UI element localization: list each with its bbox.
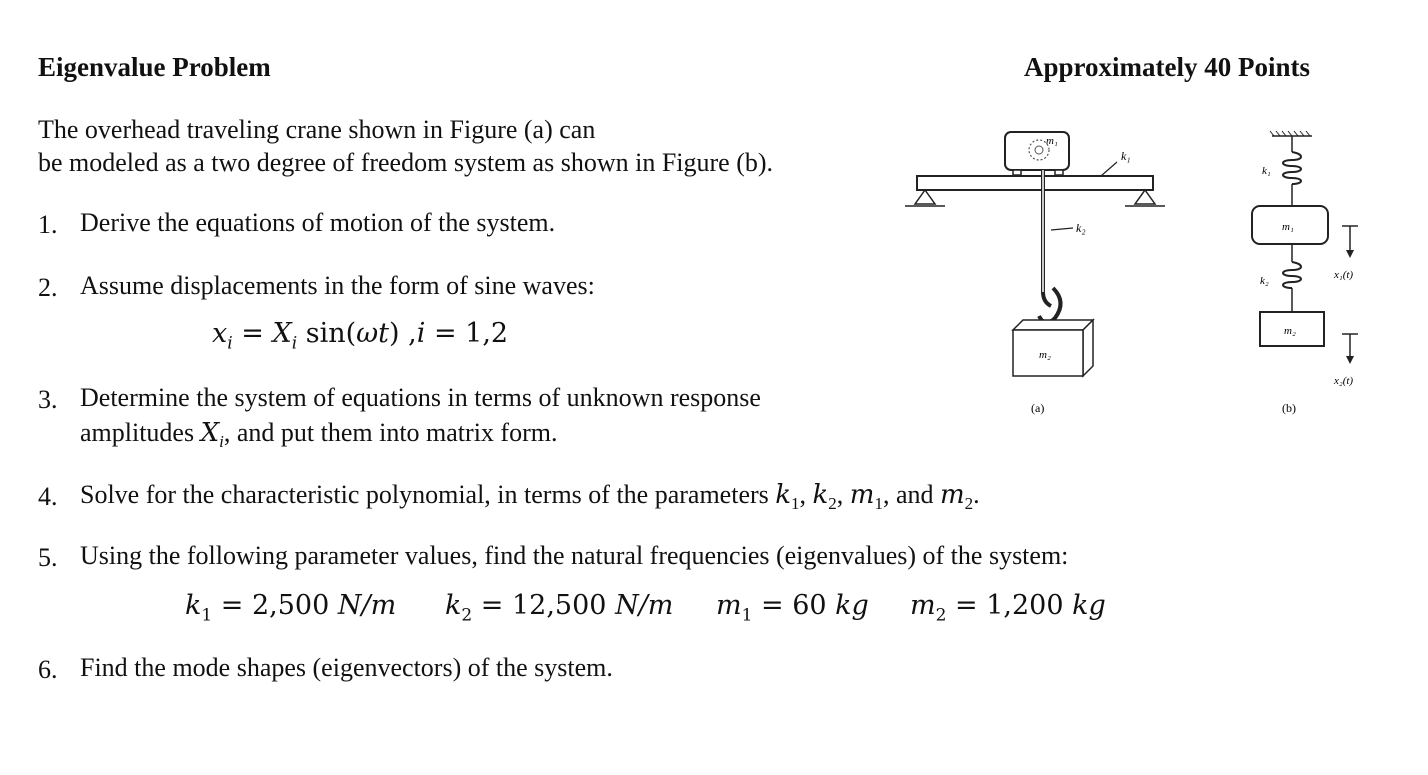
item-3-line-1: Determine the system of equations in terms of unknown response: [80, 383, 761, 412]
x2-label: x₂(t): [1334, 375, 1354, 387]
eq-X: X: [272, 318, 292, 349]
figure-b-caption: (b): [1282, 401, 1296, 415]
item-4-sep2: ,: [836, 480, 850, 509]
trolley-box: [1005, 132, 1069, 170]
item-6-number: 6.: [38, 655, 58, 684]
sine-equation: [212, 318, 508, 353]
eq-equals: =: [232, 318, 273, 349]
load-m2-label: m₂: [1039, 349, 1051, 361]
item-3-post: , and put them into matrix form.: [223, 418, 558, 447]
param-k1-sym: k: [185, 590, 202, 621]
points-label: Approximately 40 Points: [1024, 52, 1311, 82]
param-m2: [910, 590, 1106, 625]
param-m1-unit: kg: [835, 590, 869, 621]
param-k1-val: = 2,500: [212, 590, 338, 621]
param-k2-unit: N/m: [615, 590, 674, 621]
k2-pointer-a: [1051, 228, 1073, 230]
param-m2-unit: kg: [1072, 590, 1106, 621]
trolley-m1-label: m₁: [1046, 135, 1058, 147]
intro-line-1: The overhead traveling crane shown in Figure (a) can: [38, 115, 596, 144]
eq-index: i: [416, 318, 426, 349]
param-m2-val: = 1,200: [946, 590, 1073, 621]
eq-sin: sin(: [297, 318, 357, 349]
param-k1: [185, 590, 396, 625]
param-m1-sym: m: [716, 590, 742, 621]
item-2-number: 2.: [38, 273, 58, 302]
item-5-number: 5.: [38, 543, 58, 572]
item-1-text: Derive the equations of motion of the system.: [80, 208, 556, 237]
item-3-number: 3.: [38, 385, 58, 414]
param-m2-sub: 2: [935, 605, 947, 626]
param-m1-val: = 60: [752, 590, 836, 621]
param-m1: [716, 590, 869, 625]
mass-1-label: m₁: [1282, 221, 1294, 233]
item-4-and: , and: [882, 480, 940, 509]
item-5-text: Using the following parameter values, find the natural frequencies (eigenvalues) of the system:: [80, 541, 1069, 570]
load-top: [1013, 320, 1093, 330]
mass-2-label: m₂: [1284, 325, 1296, 337]
item-4-m1-sub: 1: [874, 494, 883, 514]
eq-x-sub: i: [227, 333, 233, 354]
item-3-line-2: [80, 416, 557, 459]
trolley-wheel-left: [1013, 170, 1021, 175]
crane-beam: [917, 176, 1153, 190]
trolley-wheel-right: [1055, 170, 1063, 175]
param-m2-sym: m: [910, 590, 936, 621]
param-k2: [445, 590, 673, 625]
figure-a-caption: (a): [1031, 401, 1045, 415]
eq-range: = 1,2: [425, 318, 509, 349]
k2-label-b: k₂: [1260, 275, 1269, 287]
item-2-text: Assume displacements in the form of sine waves:: [80, 271, 595, 300]
item-4-end: .: [973, 480, 980, 509]
item-4-k1-sub: 1: [791, 494, 800, 514]
item-4-pre: Solve for the characteristic polynomial, in terms of the parameters: [80, 480, 776, 509]
x2-arrow-head: [1346, 356, 1354, 364]
param-k2-sym: k: [445, 590, 462, 621]
item-4-number: 4.: [38, 482, 58, 511]
spring-2-coil: [1283, 262, 1301, 288]
item-4-m1: m: [849, 480, 875, 510]
support-right: [1135, 190, 1155, 204]
intro-line-2: be modeled as a two degree of freedom system as shown in Figure (b).: [38, 148, 774, 177]
param-k1-unit: N/m: [337, 590, 397, 621]
param-k2-val: = 12,500: [472, 590, 616, 621]
param-k1-sub: 1: [201, 605, 213, 626]
k2-label-a: k₂: [1076, 221, 1086, 235]
k1-label-b: k₁: [1262, 165, 1271, 177]
param-k2-sub: 2: [461, 605, 473, 626]
k1-pointer-a: [1101, 162, 1117, 176]
item-3-pre: amplitudes: [80, 418, 201, 447]
support-left: [915, 190, 935, 204]
figure-b-model: [1230, 122, 1380, 422]
problem-title: Eigenvalue Problem: [38, 52, 271, 82]
param-m1-sub: 1: [741, 605, 753, 626]
figure-a-crane: [895, 120, 1185, 420]
item-3-var-sub: i: [219, 432, 224, 452]
load-side: [1083, 320, 1093, 376]
item-4-k1: k: [775, 480, 792, 510]
item-4-m2: m: [940, 480, 965, 510]
item-4-text: [80, 478, 980, 521]
item-4-m2-sub: 2: [964, 494, 974, 514]
item-4-k2: k: [812, 480, 829, 510]
eq-X-sub: i: [291, 333, 298, 354]
item-1-number: 1.: [38, 210, 58, 239]
item-4-k2-sub: 2: [828, 494, 837, 514]
eq-close: ) ,: [389, 318, 417, 349]
eq-x: x: [212, 318, 228, 349]
item-3-var: X: [200, 418, 220, 448]
item-6-text: Find the mode shapes (eigenvectors) of the system.: [80, 653, 613, 682]
x1-arrow-head: [1346, 250, 1354, 258]
x1-label: x₁(t): [1334, 269, 1354, 281]
eq-omega-t: ωt: [356, 318, 390, 349]
item-4-sep1: ,: [799, 480, 813, 509]
spring-1-coil: [1283, 152, 1301, 184]
k1-label-a: k₁: [1121, 149, 1131, 163]
